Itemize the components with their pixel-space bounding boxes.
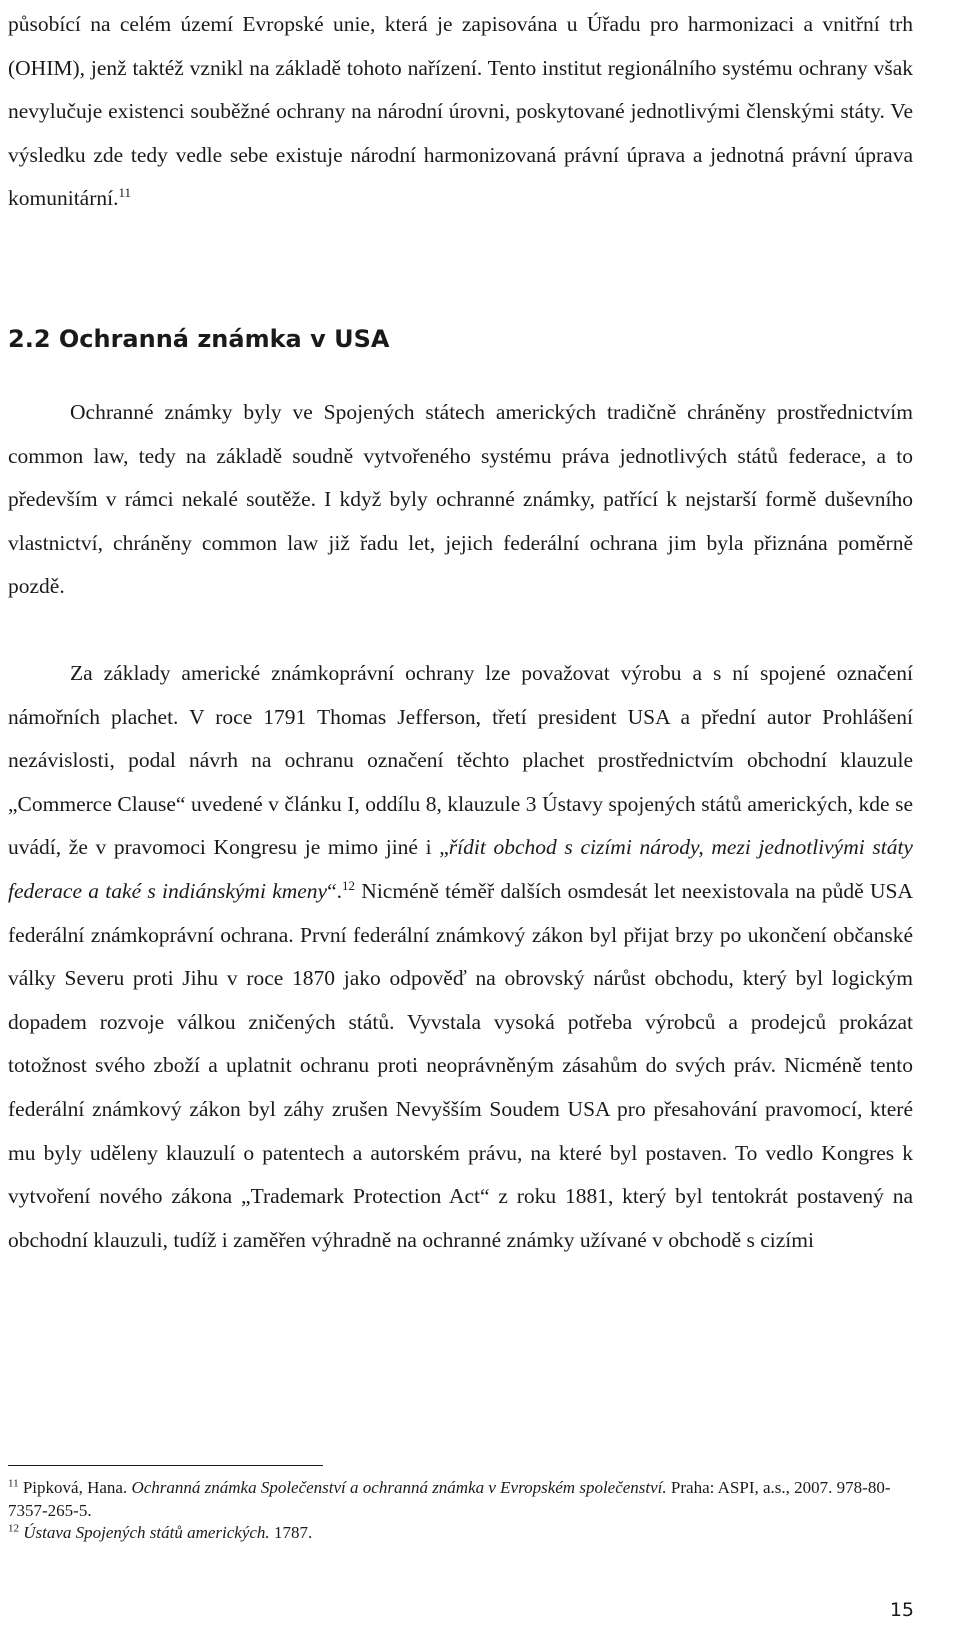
- paragraph-text: Ochranné známky byly ve Spojených státech amerických tradičně chráněny prostřednictvím common law, tedy na základě soudně vytvořeného systému práva jednotlivých států federace, a to především v rámci nekalé soutěže. I když byly ochranné známky, patřící k nejstarší formě duševního vlastnictví, chráněny common law již řadu let, jejich federální ochrana jim byla přiznána poměrně pozdě.: [8, 400, 913, 599]
- footnote-publication: 1787.: [273, 1523, 313, 1542]
- section-heading: 2.2 Ochranná známka v USA: [8, 325, 390, 353]
- footnote-11: [8, 1477, 913, 1522]
- footnote-number: 12: [8, 1522, 19, 1535]
- footnote-reference: 11: [118, 185, 132, 201]
- footnote-12: [8, 1522, 913, 1545]
- paragraph-usa-intro: [8, 391, 913, 609]
- footnote-author: Pipková, Hana.: [22, 1478, 128, 1497]
- page-number: 15: [889, 1599, 914, 1621]
- paragraph-usa-history: [8, 652, 913, 1262]
- footnote-title: Ústava Spojených států amerických.: [23, 1523, 270, 1542]
- footnote-title: Ochranná známka Společenství a ochranná známka v Evropském společenství.: [131, 1478, 667, 1497]
- constitution-quote: řídit obchod s cizími národy, mezi jednotlivými státy federace a také s indiánskými kmeny: [8, 835, 913, 903]
- paragraph-eu-trademark: [8, 3, 913, 221]
- footnote-number: 11: [8, 1477, 19, 1490]
- paragraph-text-start: Za základy americké známkoprávní ochrany lze považovat výrobu a s ní spojené označení námořních plachet. V roce 1791 Thomas Jefferson, třetí president USA a přední autor Prohlášení nezávislosti, podal návrh na ochranu označení těchto plachet prostřednictvím obchodní klauzule „Commerce Clause“ uvedené v článku I, oddílu 8, klauzule 3 Ústavy spojených států amerických, kde se uvádí, že v pravomoci Kongresu je mimo jiné i „: [8, 661, 913, 860]
- footnote-publication: Praha: ASPI, a.s., 2007. 978-80-7357-265-5.: [8, 1478, 891, 1520]
- footnotes: [8, 1477, 913, 1545]
- quote-close: “.: [327, 878, 343, 903]
- footnote-reference: 12: [342, 877, 356, 893]
- footnote-separator: [8, 1465, 323, 1466]
- paragraph-text: působící na celém území Evropské unie, která je zapisována u Úřadu pro harmonizaci a vnitřní trh (OHIM), jenž taktéž vznikl na základě tohoto nařízení. Tento institut regionálního systému ochrany však nevylučuje existenci souběžné ochrany na národní úrovni, poskytované jednotlivými členskými státy. Ve výsledku zde tedy vedle sebe existuje národní harmonizovaná právní úprava a jednotná právní úprava komunitární.: [8, 12, 913, 211]
- paragraph-text-end: Nicméně téměř dalších osmdesát let neexistovala na půdě USA federální známkoprávní ochrana. První federální známkový zákon byl přijat brzy po ukončení občanské války Severu proti Jihu v roce 1870 jako odpověď na obrovský nárůst obchodu, který byl logickým dopadem rozvoje válkou zničených států. Vyvstala vysoká potřeba výrobců a prodejců prokázat totožnost svého zboží a uplatnit ochranu proti neoprávněným zásahům do svých práv. Nicméně tento federální známkový zákon byl záhy zrušen Nevyšším Soudem USA pro přesahování pravomocí, které mu byly uděleny klauzulí o patentech a autorském právu, na které byl postaven. To vedlo Kongres k vytvoření nového zákona „Trademark Protection Act“ z roku 1881, který byl tentokrát postavený na obchodní klauzuli, tudíž i zaměřen výhradně na ochranné známky užívané v obchodě s cizími: [8, 878, 913, 1252]
